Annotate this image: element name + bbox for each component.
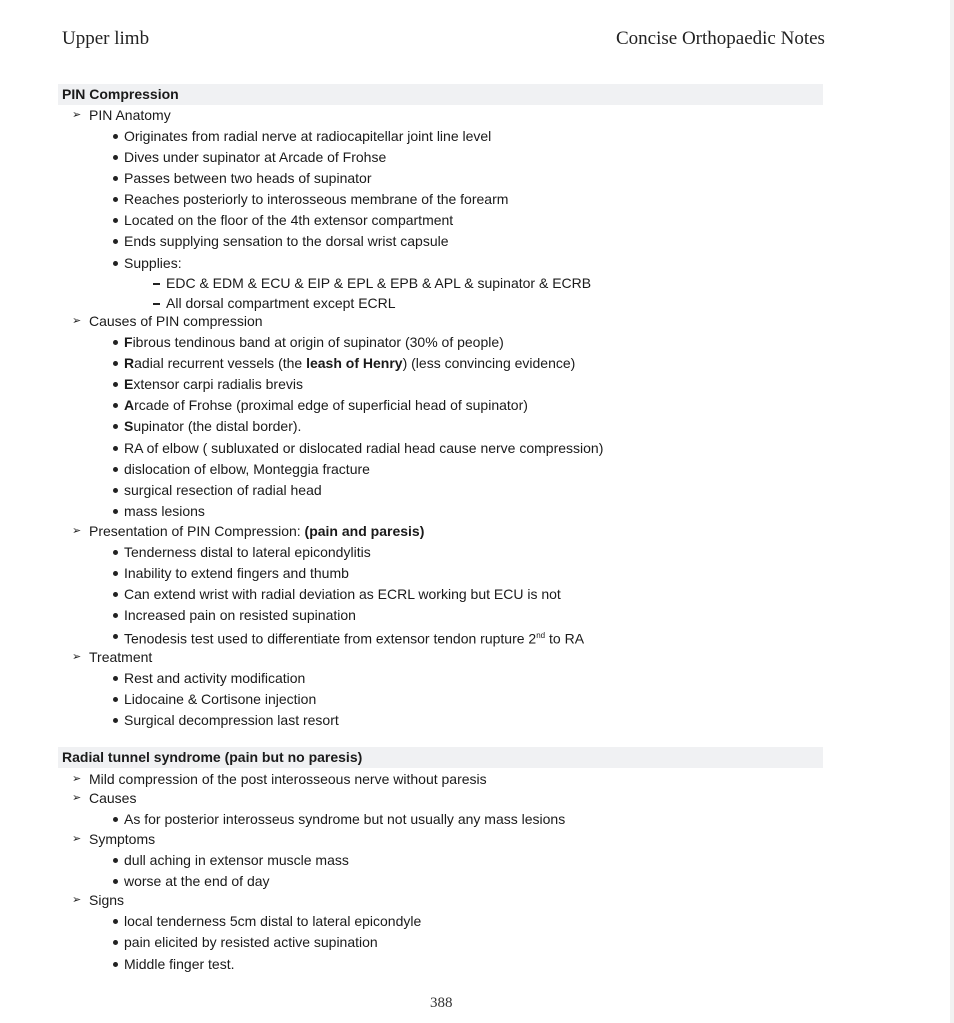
item-text: upinator (the distal border). (133, 418, 302, 435)
list-item: pain elicited by resisted active supination (124, 934, 378, 950)
bullet-icon (113, 919, 118, 924)
list-item: Middle finger test. (124, 956, 235, 972)
list-item (124, 396, 528, 414)
arrow-bullet-icon: ➢ (72, 792, 82, 804)
item-text: surgical resection of radial head (124, 481, 322, 498)
item-text: rcade of Frohse (proximal edge of superficial head of supinator) (134, 397, 528, 414)
bullet-icon (113, 218, 118, 223)
list-item: Tenderness distal to lateral epicondylitis (124, 544, 371, 560)
list-item (124, 354, 575, 372)
bullet-icon (113, 509, 118, 514)
list-item (124, 333, 504, 351)
dash-bullet-icon (153, 303, 160, 305)
bullet-icon (113, 940, 118, 945)
dash-bullet-icon (153, 283, 160, 285)
arrow-bullet-icon: ➢ (72, 833, 82, 845)
bullet-icon (113, 571, 118, 576)
list-item: Surgical decompression last resort (124, 712, 339, 728)
list-item: Dives under supinator at Arcade of Frohse (124, 149, 387, 165)
page-number: 388 (430, 995, 453, 1011)
item-text: to RA (545, 630, 585, 647)
list-item: Rest and activity modification (124, 670, 306, 686)
bold-text: R (124, 355, 135, 372)
running-header-right: Concise Orthopaedic Notes (616, 28, 825, 49)
bold-text: S (124, 418, 134, 435)
bold-text: A (124, 397, 135, 414)
list-item (124, 502, 205, 520)
page-edge (950, 0, 954, 1023)
bold-text: E (124, 376, 134, 393)
bullet-icon (113, 239, 118, 244)
list-item: Ends supplying sensation to the dorsal wrist capsule (124, 233, 449, 249)
arrow-bullet-icon: ➢ (72, 773, 82, 785)
bullet-icon (113, 550, 118, 555)
item-text: Tenodesis test used to differentiate from extensor tendon rupture 2 (124, 630, 537, 647)
bullet-icon (113, 361, 118, 366)
list-item: Supplies: (124, 255, 182, 271)
group-heading: Treatment (89, 649, 153, 665)
bold-text: leash of Henry (306, 355, 403, 372)
list-item: Reaches posteriorly to interosseous membrane of the forearm (124, 191, 509, 207)
item-text: adial recurrent vessels (the (134, 355, 307, 372)
bullet-icon (113, 424, 118, 429)
list-item: Located on the floor of the 4th extensor compartment (124, 212, 454, 228)
arrow-bullet-icon: ➢ (72, 894, 82, 906)
list-item (124, 460, 370, 478)
list-item (124, 481, 322, 499)
heading-bold-text: (pain and paresis) (304, 523, 425, 539)
bullet-icon (113, 197, 118, 202)
bullet-icon (113, 718, 118, 723)
bullet-icon (113, 261, 118, 266)
item-text: dislocation of elbow, Monteggia fracture (124, 460, 370, 477)
arrow-bullet-icon: ➢ (72, 651, 82, 663)
list-item: local tenderness 5cm distal to lateral epicondyle (124, 913, 422, 929)
bullet-icon (113, 962, 118, 967)
sub-list-item: All dorsal compartment except ECRL (166, 295, 396, 311)
bullet-icon (113, 676, 118, 681)
arrow-bullet-icon: ➢ (72, 525, 82, 537)
bullet-icon (113, 176, 118, 181)
list-item: dull aching in extensor muscle mass (124, 852, 349, 868)
bullet-icon (113, 134, 118, 139)
bullet-icon (113, 817, 118, 822)
bullet-icon (113, 592, 118, 597)
list-item: Increased pain on resisted supination (124, 607, 356, 623)
group-heading: Mild compression of the post interosseous nerve without paresis (89, 771, 487, 787)
superscript: nd (536, 631, 546, 640)
bullet-icon (113, 697, 118, 702)
list-item (124, 417, 301, 435)
list-item: As for posterior interosseus syndrome but not usually any mass lesions (124, 811, 566, 827)
arrow-bullet-icon: ➢ (72, 109, 82, 121)
bullet-icon (113, 613, 118, 618)
bullet-icon (113, 382, 118, 387)
item-text: xtensor carpi radialis brevis (133, 376, 303, 393)
list-item: Originates from radial nerve at radiocapitellar joint line level (124, 128, 492, 144)
item-text: mass lesions (124, 502, 205, 519)
list-item (124, 375, 303, 393)
list-item: Inability to extend fingers and thumb (124, 565, 349, 581)
list-item: Passes between two heads of supinator (124, 170, 372, 186)
bullet-icon (113, 858, 118, 863)
list-item: worse at the end of day (124, 873, 270, 889)
arrow-bullet-icon: ➢ (72, 315, 82, 327)
group-heading: Causes of PIN compression (89, 313, 263, 329)
bullet-icon (113, 488, 118, 493)
group-heading: Signs (89, 892, 125, 908)
bullet-icon (113, 446, 118, 451)
running-header-left: Upper limb (62, 28, 150, 49)
list-item: Can extend wrist with radial deviation as ECRL working but ECU is not (124, 586, 561, 602)
list-item (124, 627, 584, 648)
group-heading: Symptoms (89, 831, 156, 847)
item-text: RA of elbow ( subluxated or dislocated radial head cause nerve compression) (124, 439, 604, 456)
item-text: ) (less convincing evidence) (402, 355, 576, 372)
bullet-icon (113, 155, 118, 160)
item-text: ibrous tendinous band at origin of supinator (30% of people) (132, 334, 504, 350)
heading-text: Presentation of PIN Compression: (89, 523, 305, 539)
bullet-icon (113, 403, 118, 408)
group-heading (89, 522, 424, 540)
sub-list-item: EDC & EDM & ECU & EIP & EPL & EPB & APL & supinator & ECRB (166, 275, 592, 291)
bullet-icon (113, 467, 118, 472)
bullet-icon (113, 879, 118, 884)
bold-text: F (124, 334, 133, 350)
section-title-pin-compression: PIN Compression (58, 84, 823, 105)
bullet-icon (113, 340, 118, 345)
group-heading: PIN Anatomy (89, 107, 171, 123)
group-heading: Causes (89, 790, 137, 806)
bullet-icon (113, 634, 118, 639)
list-item: Lidocaine & Cortisone injection (124, 691, 317, 707)
list-item (124, 439, 603, 457)
section-title-radial-tunnel: Radial tunnel syndrome (pain but no paresis) (58, 747, 823, 768)
